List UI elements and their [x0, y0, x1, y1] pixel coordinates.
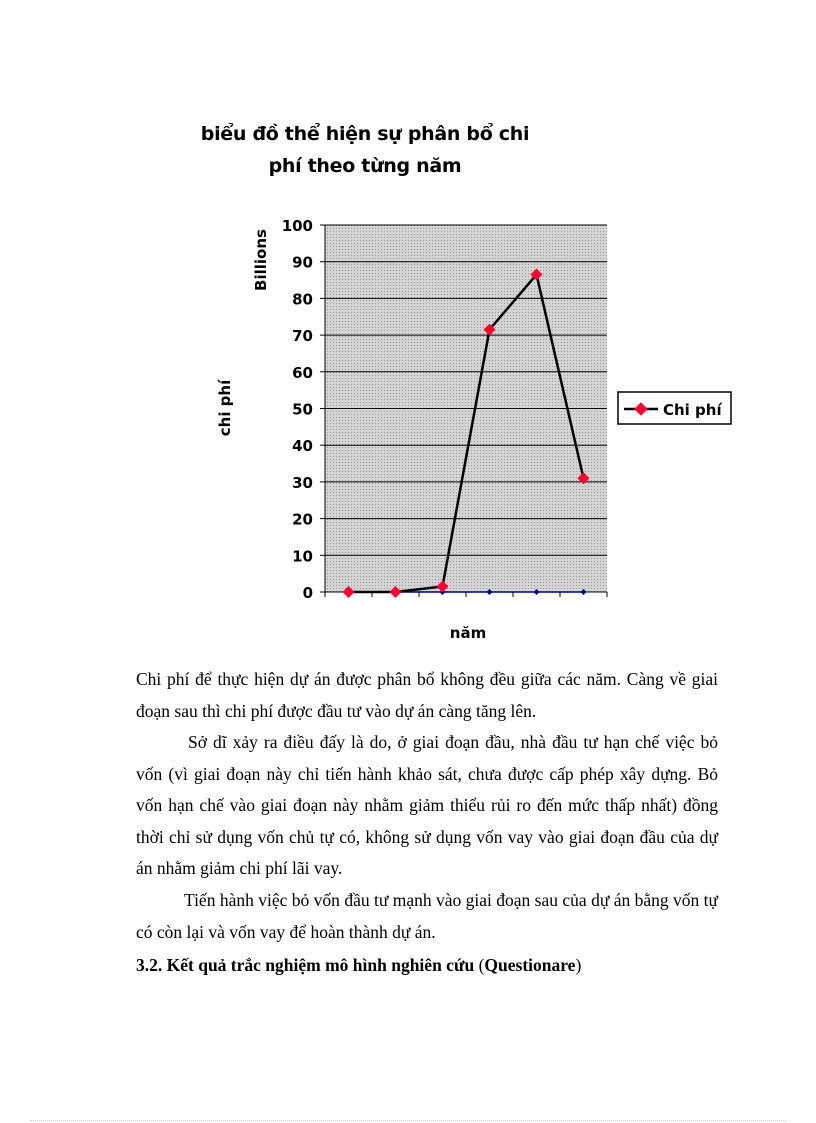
- y-tick-label: 60: [292, 363, 313, 382]
- legend-entry: Chi phí: [663, 401, 722, 419]
- y-tick-label: 10: [292, 547, 313, 566]
- legend: [618, 392, 731, 424]
- y-tick-label: 0: [302, 584, 313, 602]
- heading-paren-open: (: [474, 955, 485, 975]
- paragraph-1: Chi phí để thực hiện dự án được phân bổ không đều giữa các năm. Càng về giai đoạn sau thì chi phí được đầu tư vào dự án càng tăng lên.: [136, 669, 718, 721]
- y-tick-label: 80: [292, 290, 313, 309]
- x-axis-label: năm: [449, 624, 487, 642]
- y-axis-label: chi phí: [216, 379, 234, 437]
- page-bottom-divider: [30, 1120, 786, 1121]
- heading-paren-close: ): [575, 955, 582, 975]
- y-tick-label: 40: [292, 437, 313, 456]
- paragraph-3: Tiến hành việc bỏ vốn đầu tư mạnh vào giai đoạn sau của dự án bằng vốn tự có còn lại và vốn vay để hoàn thành dự án.: [136, 890, 718, 942]
- heading-questionare: Questionare: [484, 955, 576, 975]
- chart-title: biểu đồ thể hiện sự phân bổ chi phí theo từng năm: [200, 123, 530, 177]
- y-tick-label: 70: [292, 327, 313, 346]
- y-tick-label: 90: [292, 253, 313, 272]
- y-tick-label: 50: [292, 400, 313, 419]
- heading-title: 3.2. Kết quả trắc nghiệm mô hình nghiên cứu: [136, 955, 475, 975]
- units-label: Billions: [252, 229, 270, 291]
- y-tick-label: 100: [281, 217, 313, 235]
- section-heading: [136, 955, 581, 976]
- paragraph-2: Sở dĩ xảy ra điều đấy là do, ở giai đoạn đầu, nhà đầu tư hạn chế việc bỏ vốn (vì giai đoạn này chỉ tiến hành khảo sát, chưa được cấp phép xây dựng. Bỏ vốn hạn chế vào giai đoạn này nhằm giảm thiểu rủi ro đến mức thấp nhất) đồng thời chỉ sử dụng vốn chủ tự có, không sử dụng vốn vay vào giai đoạn đầu của dự án nhằm giảm chi phí lãi vay.: [136, 732, 718, 878]
- y-tick-label: 30: [292, 473, 313, 492]
- y-tick-label: 20: [292, 510, 313, 529]
